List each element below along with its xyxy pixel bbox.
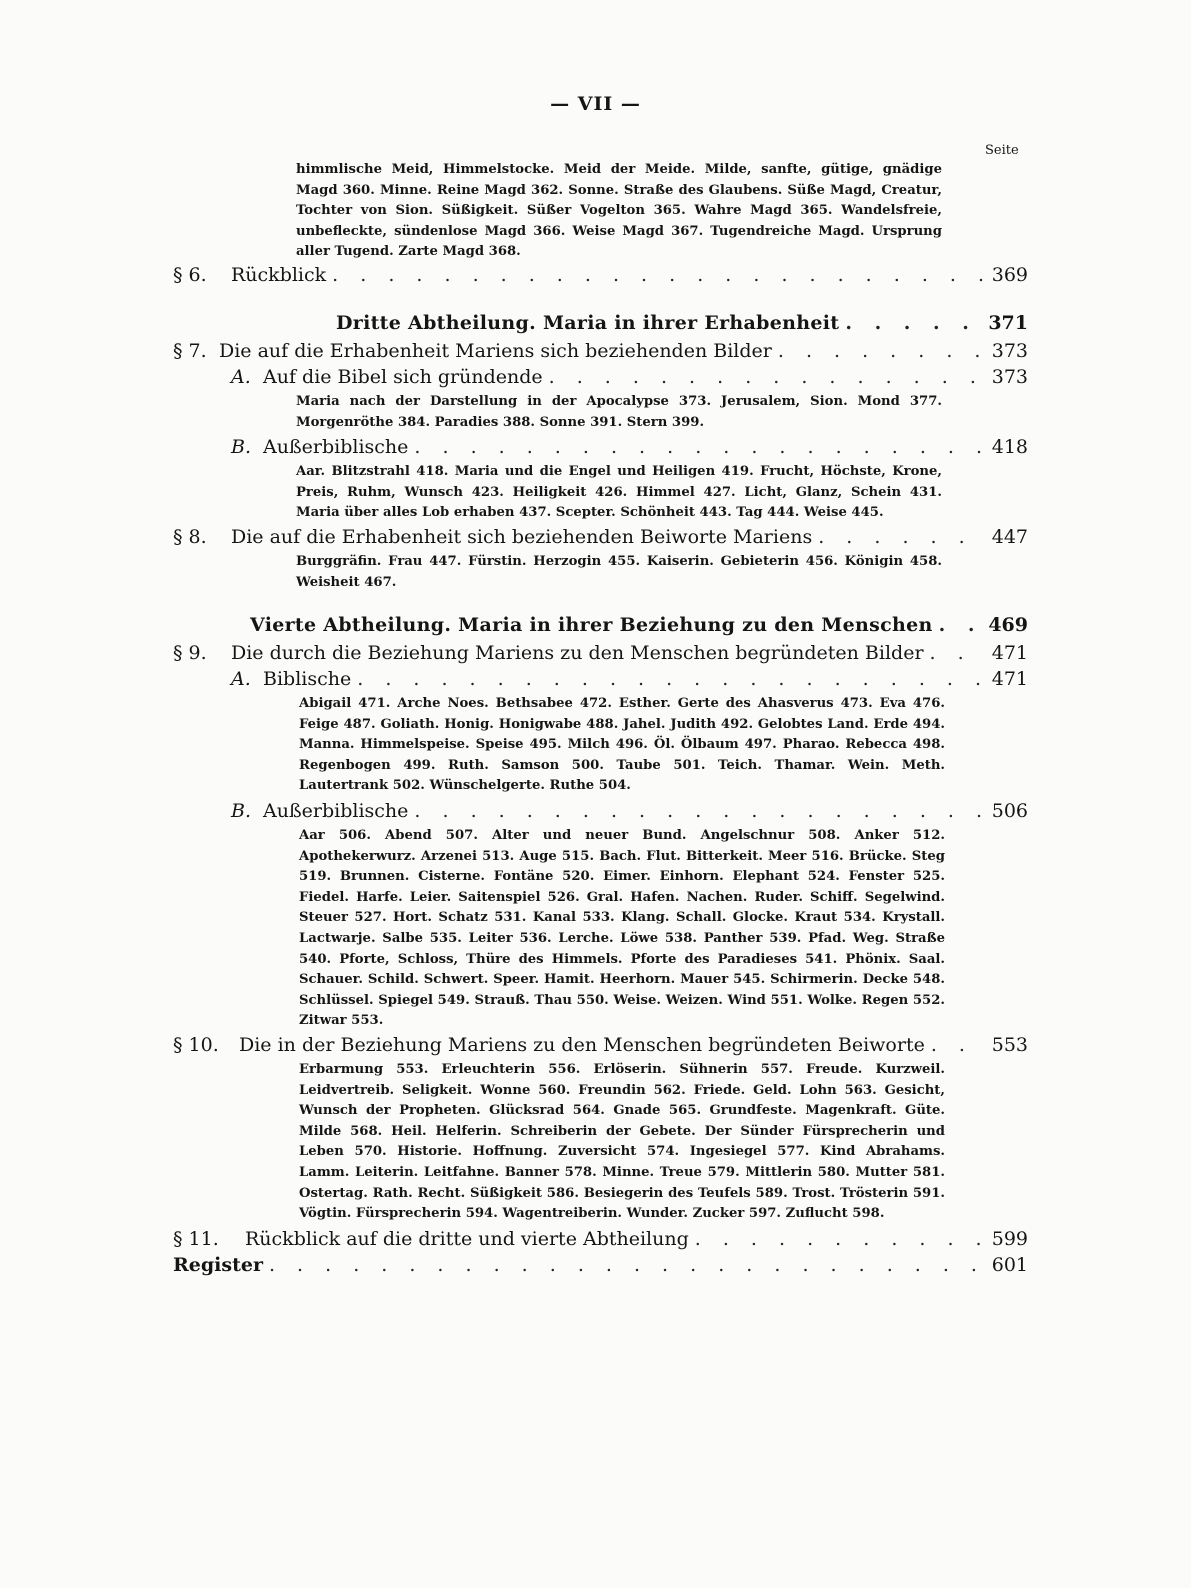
toc-entry-s10[interactable] <box>173 1034 1028 1060</box>
leader-dots <box>357 668 986 690</box>
page-number: 371 <box>988 312 1028 334</box>
part-title: Vierte Abtheilung. Maria in ihrer Beziehung zu den Menschen <box>250 614 933 636</box>
section-title: Register <box>173 1254 263 1276</box>
page-number: 553 <box>991 1034 1028 1056</box>
keyword-list: Erbarmung 553. Erleuchterin 556. Erlöserin. Sühnerin 557. Freude. Kurzweil. Leidvertreib. Seligkeit. Wonne 560. Freundin 562. Friede. Geld. Lohn 563. Gesicht, Wunsch der Propheten. Glücksrad 564. Gnade 565. Grundfeste. Magenkraft. Güte. Milde 568. Heil. Helferin. Schreiberin der Gebete. Der Sünder Fürsprecherin und Leben 570. Historie. Hoffnung. Zuversicht 574. Ingesiegel 577. Kind Abrahams. Lamm. Leiterin. Leitfahne. Banner 578. Minne. Treue 579. Mittlerin 580. Mutter 581. Ostertag. Rath. Recht. Süßigkeit 586. Besiegerin des Teufels 589. Trost. Trösterin 591. Vögtin. Fürsprecherin 594. Wagentreiberin. Wunder. Zucker 597. Zuflucht 598. <box>299 1062 945 1222</box>
leader-dots <box>414 436 985 458</box>
section-title: Die durch die Beziehung Mariens zu den Menschen begründeten Bilder <box>231 642 924 664</box>
toc-part-vierte[interactable] <box>173 614 1028 642</box>
section-number: § 11. <box>173 1228 219 1250</box>
page-number: 369 <box>991 264 1028 286</box>
keyword-list: Abigail 471. Arche Noes. Bethsabee 472. Esther. Gerte des Ahasverus 473. Eva 476. Feige 487. Goliath. Honig. Honigwabe 488. Jahel. Judith 492. Gelobtes Land. Erde 494. Manna. Himmelspeise. Speise 495. Milch 496. Öl. Ölbaum 497. Pharao. Rebecca 498. Regenbogen 499. Ruth. Samson 500. Taube 501. Teich. Thamar. Wein. Meth. Lautertrank 502. Wünschelgerte. Ruthe 504. <box>299 696 945 794</box>
section-number: § 6. <box>173 264 207 286</box>
toc-entry-s9a[interactable] <box>173 668 1028 694</box>
toc-entry-s9b[interactable] <box>173 800 1028 826</box>
keyword-list: Burggräfin. Frau 447. Fürstin. Herzogin 455. Kaiserin. Gebieterin 456. Königin 458. Weisheit 467. <box>296 554 942 590</box>
toc-entry-s7b[interactable] <box>173 436 1028 462</box>
keyword-list: himmlische Meid, Himmelstocke. Meid der Meide. Milde, sanfte, gütige, gnädige Magd 360. Minne. Reine Magd 362. Sonne. Straße des Glaubens. Süße Magd, Creatur, Tochter von Sion. Süßigkeit. Süßer Vogelton 365. Wahre Magd 365. Wandelsfreie, unbefleckte, sündenlose Magd 366. Weise Magd 367. Tugendreiche Magd. Ursprung aller Tugend. Zarte Magd 368. <box>296 162 942 260</box>
leader-dots <box>778 340 986 362</box>
page-number: 599 <box>991 1228 1028 1250</box>
leader-dots <box>939 614 983 636</box>
page-number: 471 <box>991 642 1028 664</box>
subsection-letter: B. <box>231 436 252 458</box>
leader-dots <box>818 526 986 548</box>
toc-entry-s8[interactable] <box>173 526 1028 552</box>
leader-dots <box>332 264 986 286</box>
page-number: 373 <box>991 340 1028 362</box>
leader-dots <box>931 1034 986 1056</box>
page-number: 418 <box>991 436 1028 458</box>
leader-dots <box>549 366 986 388</box>
keyword-list: Aar. Blitzstrahl 418. Maria und die Engel und Heiligen 419. Frucht, Höchste, Krone, Preis, Ruhm, Wunsch 423. Heiligkeit 426. Himmel 427. Licht, Glanz, Schein 431. Maria über alles Lob erhaben 437. Scepter. Schönheit 443. Tag 444. Weise 445. <box>296 464 942 521</box>
seite-label: Seite <box>985 143 1019 158</box>
subsection-title: Biblische <box>263 668 352 690</box>
section-title: Rückblick auf die dritte und vierte Abtheilung <box>245 1228 689 1250</box>
subsection-letter: A. <box>231 668 251 690</box>
leader-dots <box>269 1254 986 1276</box>
section-title: Die auf die Erhabenheit sich beziehenden Beiworte Mariens <box>231 526 813 548</box>
page-header: — VII — <box>550 93 641 115</box>
leader-dots <box>930 642 986 664</box>
page-number: 469 <box>988 614 1028 636</box>
leader-dots <box>695 1228 986 1250</box>
section-number: § 8. <box>173 526 207 548</box>
leader-dots <box>845 312 982 334</box>
keyword-list: Maria nach der Darstellung in der Apocalypse 373. Jerusalem, Sion. Mond 377. Morgenröthe 384. Paradies 388. Sonne 391. Stern 399. <box>296 394 942 430</box>
subsection-title: Außerbiblische <box>263 436 409 458</box>
section-number: § 7. <box>173 340 207 362</box>
subsection-letter: B. <box>231 800 252 822</box>
section-title: Rückblick <box>231 264 327 286</box>
page-number: 471 <box>991 668 1028 690</box>
table-of-contents <box>173 160 1028 1280</box>
page-number: 506 <box>991 800 1028 822</box>
toc-entry-s11[interactable] <box>173 1228 1028 1254</box>
toc-entry-s9[interactable] <box>173 642 1028 668</box>
leader-dots <box>414 800 985 822</box>
page-number: 373 <box>991 366 1028 388</box>
page-number: 447 <box>991 526 1028 548</box>
toc-entry-s7a[interactable] <box>173 366 1028 392</box>
subsection-title: Außerbiblische <box>263 800 409 822</box>
section-number: § 9. <box>173 642 207 664</box>
subsection-title: Auf die Bibel sich gründende <box>263 366 543 388</box>
toc-part-dritte[interactable] <box>173 312 1028 340</box>
section-title: Die auf die Erhabenheit Mariens sich beziehenden Bilder <box>219 340 772 362</box>
toc-entry-register[interactable] <box>173 1254 1028 1280</box>
toc-entry-s7[interactable] <box>173 340 1028 366</box>
part-title: Dritte Abtheilung. Maria in ihrer Erhabenheit <box>336 312 840 334</box>
subsection-letter: A. <box>231 366 251 388</box>
section-title: Die in der Beziehung Mariens zu den Menschen begründeten Beiworte <box>239 1034 925 1056</box>
page-number: 601 <box>991 1254 1028 1276</box>
keyword-list: Aar 506. Abend 507. Alter und neuer Bund. Angelschnur 508. Anker 512. Apothekerwurz. Arzenei 513. Auge 515. Bach. Flut. Bitterkeit. Meer 516. Brücke. Steg 519. Brunnen. Cisterne. Fontäne 520. Eimer. Einhorn. Elephant 524. Fenster 525. Fiedel. Harfe. Leier. Saitenspiel 526. Gral. Hafen. Nachen. Ruder. Schiff. Segelwind. Steuer 527. Hort. Schatz 531. Kanal 533. Klang. Schall. Glocke. Kraut 534. Krystall. Lactwarje. Salbe 535. Leiter 536. Lerche. Löwe 538. Panther 539. Pfad. Weg. Straße 540. Pforte, Schloss, Thüre des Himmels. Pforte des Paradieses 541. Phönix. Saal. Schauer. Schild. Schwert. Speer. Hamit. Heerhorn. Mauer 545. Schirmerin. Decke 548. Schlüssel. Spiegel 549. Strauß. Thau 550. Weise. Weizen. Wind 551. Wolke. Regen 552. Zitwar 553. <box>299 828 945 1029</box>
toc-entry-s6[interactable] <box>173 264 1028 290</box>
section-number: § 10. <box>173 1034 219 1056</box>
